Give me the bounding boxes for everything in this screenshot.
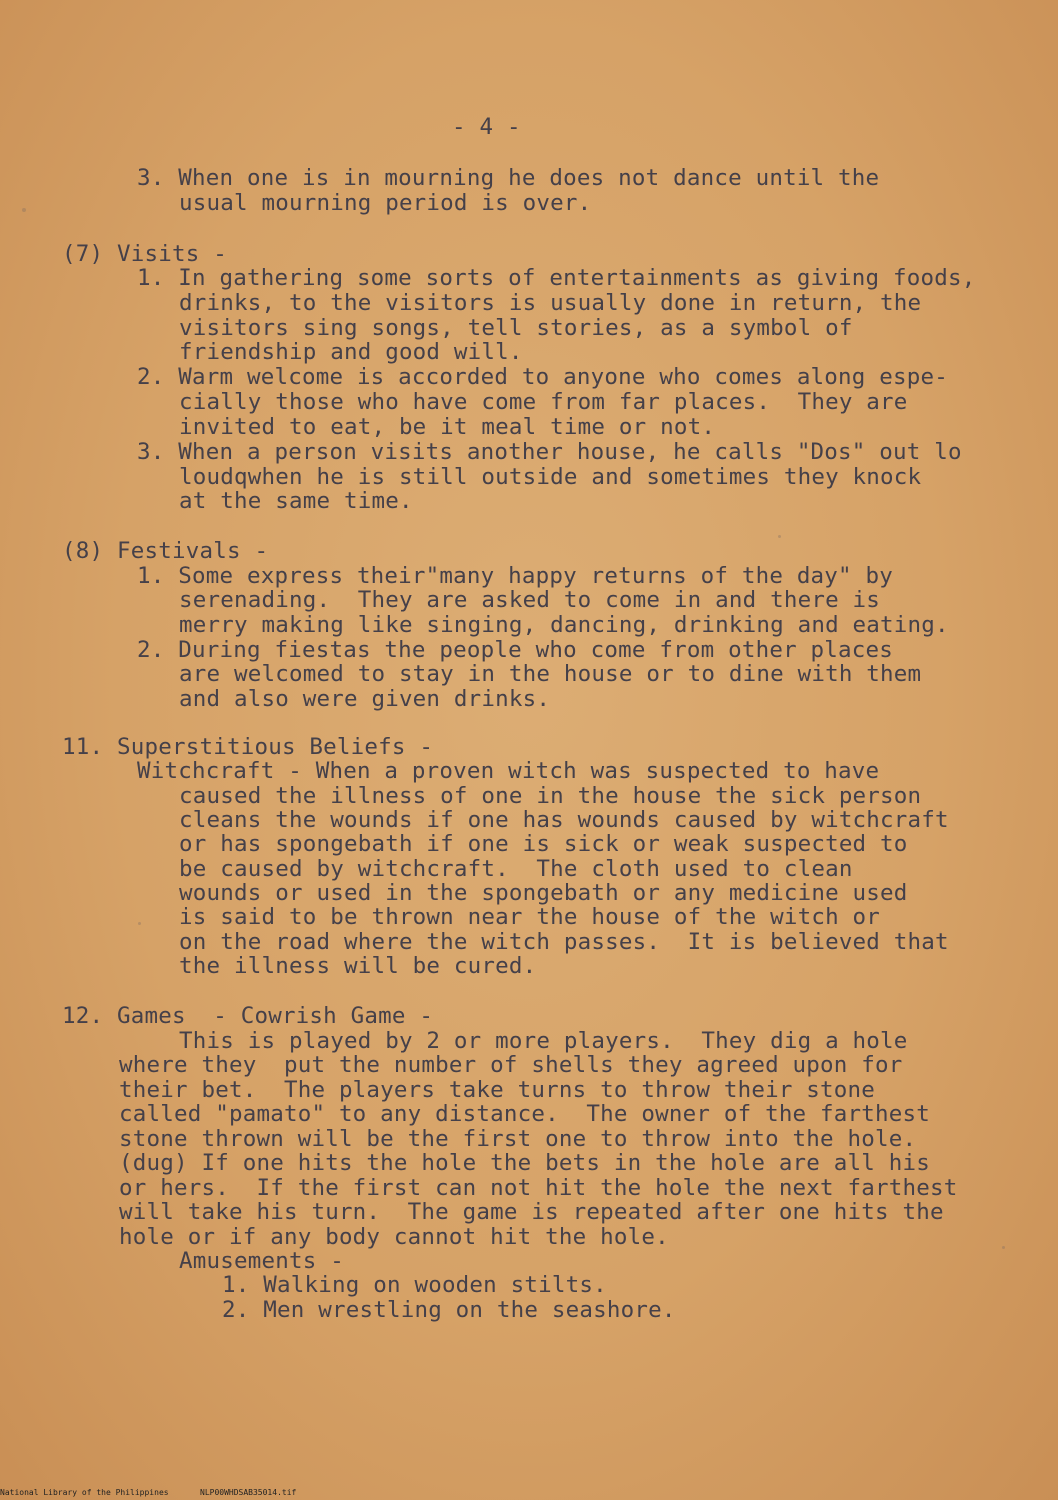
text-line: 1. Walking on wooden stilts. (222, 1272, 607, 1298)
text-line: usual mourning period is over. (179, 190, 592, 216)
text-line: invited to eat, be it meal time or not. (179, 414, 716, 440)
paper-speck (1002, 1246, 1005, 1249)
text-line: drinks, to the visitors is usually done in return, the (179, 290, 922, 316)
page-number: - 4 - (452, 114, 521, 140)
text-line: serenading. They are asked to come in and there is (179, 587, 881, 613)
text-line: cially those who have come from far places. They are (179, 389, 908, 415)
text-line: 1. Some express their"many happy returns of the day" by (137, 563, 894, 589)
footer-library: National Library of the Philippines (0, 1488, 169, 1497)
section-heading-visits: (7) Visits - (62, 241, 227, 267)
text-line: and also were given drinks. (179, 686, 551, 712)
section-heading-superstitious-beliefs: 11. Superstitious Beliefs - (62, 734, 434, 760)
text-line: where they put the number of shells they agreed upon for (119, 1052, 903, 1078)
text-line: friendship and good will. (179, 339, 523, 365)
text-line: Witchcraft - When a proven witch was suspected to have (137, 758, 880, 784)
text-line: 2. During fiestas the people who come from other places (137, 637, 894, 663)
text-line: are welcomed to stay in the house or to dine with them (179, 661, 922, 687)
text-line: 1. In gathering some sorts of entertainments as giving foods, (137, 265, 976, 291)
text-line: caused the illness of one in the house the sick person (179, 783, 922, 809)
text-line: or has spongebath if one is sick or weak suspected to (179, 831, 908, 857)
text-line: on the road where the witch passes. It is believed that (179, 929, 949, 955)
paper-speck (22, 208, 26, 212)
text-line: 2. Men wrestling on the seashore. (222, 1297, 676, 1323)
subheading-amusements: Amusements - (179, 1248, 344, 1274)
text-line: loudqwhen he is still outside and sometimes they knock (179, 464, 922, 490)
paper-speck (778, 535, 781, 538)
paper-speck (138, 922, 141, 925)
text-line: is said to be thrown near the house of the witch or (179, 904, 881, 930)
text-line: or hers. If the first can not hit the hole the next farthest (119, 1175, 958, 1201)
text-line: 2. Warm welcome is accorded to anyone who comes along espe- (137, 364, 949, 390)
text-line: cleans the wounds if one has wounds caused by witchcraft (179, 807, 949, 833)
section-heading-games: 12. Games - Cowrish Game - (62, 1003, 434, 1029)
text-line: (dug) If one hits the hole the bets in the hole are all his (119, 1150, 931, 1176)
text-line: visitors sing songs, tell stories, as a symbol of (179, 315, 853, 341)
text-line: at the same time. (179, 488, 413, 514)
text-line: wounds or used in the spongebath or any medicine used (179, 880, 908, 906)
text-line: be caused by witchcraft. The cloth used to clean (179, 856, 853, 882)
section-heading-festivals: (8) Festivals - (62, 538, 269, 564)
footer-filename: NLP00WHDSAB35014.tif (200, 1488, 297, 1497)
text-line: stone thrown will be the first one to throw into the hole. (119, 1126, 917, 1152)
text-line: called "pamato" to any distance. The owner of the farthest (119, 1101, 931, 1127)
text-line: This is played by 2 or more players. They dig a hole (179, 1028, 908, 1054)
text-line: will take his turn. The game is repeated after one hits the (119, 1199, 944, 1225)
text-line: the illness will be cured. (179, 953, 537, 979)
text-line: merry making like singing, dancing, drinking and eating. (179, 612, 949, 638)
text-line: 3. When a person visits another house, he calls "Dos" out lo (137, 439, 962, 465)
text-line: hole or if any body cannot hit the hole. (119, 1224, 669, 1250)
text-line: 3. When one is in mourning he does not dance until the (137, 165, 880, 191)
text-line: their bet. The players take turns to throw their stone (119, 1077, 876, 1103)
